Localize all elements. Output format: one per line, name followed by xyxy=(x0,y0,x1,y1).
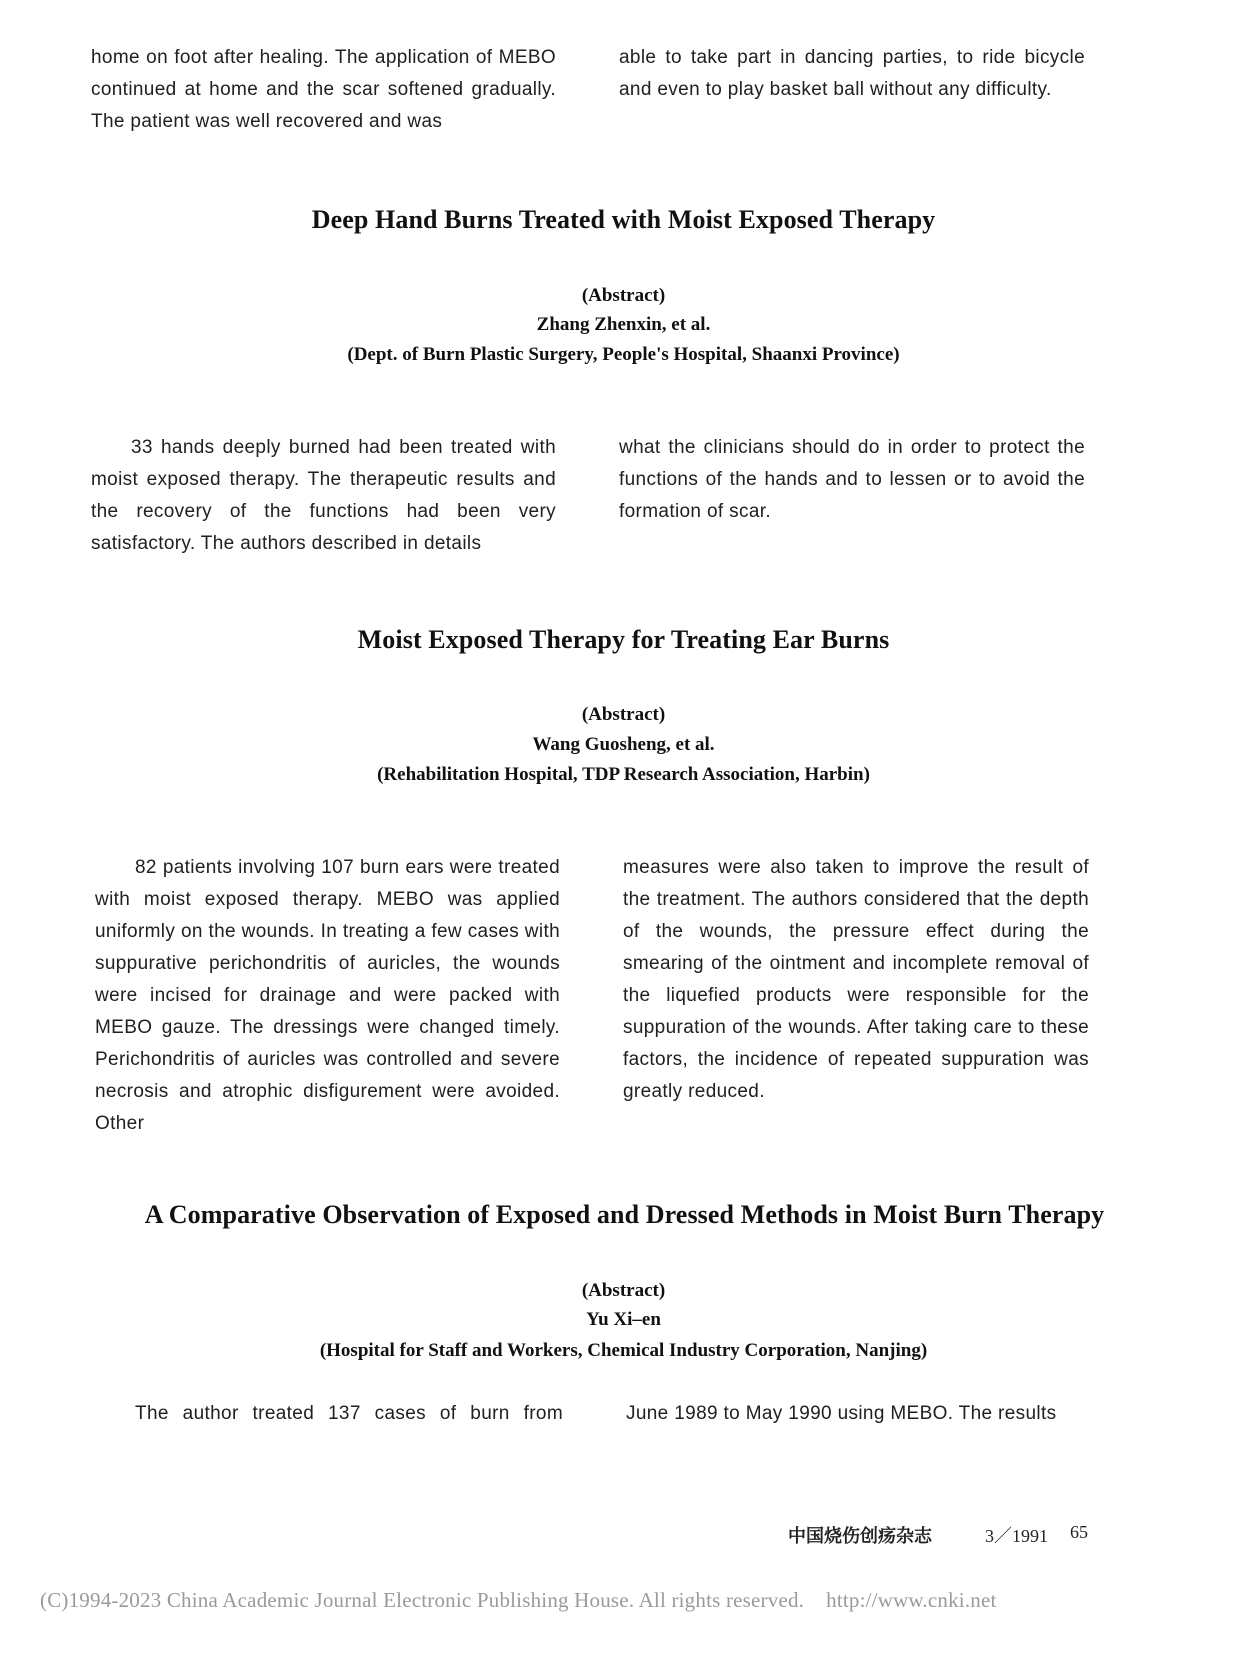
copyright-url[interactable]: http://www.cnki.net xyxy=(826,1588,997,1612)
copyright-text: (C)1994-2023 China Academic Journal Electronic Publishing House. All rights reserved. xyxy=(40,1588,805,1612)
author-line: Zhang Zhenxin, et al. xyxy=(536,314,711,335)
continued-text-left: home on foot after healing. The application of MEBO continued at home and the scar softened gradually. The patient was well recovered and was xyxy=(91,47,556,132)
abstract-body-left: 82 patients involving 107 burn ears were treated with moist exposed therapy. MEBO was applied uniformly on the wounds. In treating a few cases with suppurative perichondritis of auricles, the wounds were incised for drainage and were packed with MEBO gauze. The dressings were changed timely. Perichondritis of auricles was controlled and severe necrosis and atrophic disfigurement were avoided. Other xyxy=(95,857,560,1134)
affiliation-line: (Dept. of Burn Plastic Surgery, People's Hospital, Shaanxi Province) xyxy=(347,344,900,365)
journal-name: 中国烧伤创疡杂志 xyxy=(788,1526,932,1546)
page-number: 65 xyxy=(1070,1522,1088,1542)
abstract-body-left: 33 hands deeply burned had been treated with moist exposed therapy. The therapeutic results and the recovery of the functions had been very satisfactory. The authors described in details xyxy=(91,437,556,554)
author-line: Wang Guosheng, et al. xyxy=(532,734,715,755)
article-title: A Comparative Observation of Exposed and Dressed Methods in Moist Burn Therapy xyxy=(144,1200,1105,1229)
affiliation-line: (Rehabilitation Hospital, TDP Research Association, Harbin) xyxy=(377,764,870,785)
abstract-body-right: June 1989 to May 1990 using MEBO. The results xyxy=(626,1403,1057,1424)
abstract-label: (Abstract) xyxy=(581,1280,666,1301)
continued-text-right: able to take part in dancing parties, to ride bicycle and even to play basket ball without any difficulty. xyxy=(619,47,1085,100)
article-title: Moist Exposed Therapy for Treating Ear Burns xyxy=(357,625,890,654)
copyright-notice xyxy=(40,1588,997,1613)
abstract-body-right: what the clinicians should do in order to protect the functions of the hands and to lessen or to avoid the formation of scar. xyxy=(619,437,1085,522)
issue-number: 3／1991 xyxy=(985,1526,1048,1546)
abstract-label: (Abstract) xyxy=(581,285,666,306)
article-title: Deep Hand Burns Treated with Moist Exposed Therapy xyxy=(311,205,936,234)
abstract-body-right: measures were also taken to improve the result of the treatment. The authors considered that the depth of the wounds, the pressure effect during the smearing of the ointment and incomplete removal of the liquefied products were responsible for the suppuration of the wounds. After taking care to these factors, the incidence of repeated suppuration was greatly reduced. xyxy=(623,857,1089,1102)
affiliation-line: (Hospital for Staff and Workers, Chemical Industry Corporation, Nanjing) xyxy=(319,1340,928,1361)
abstract-body-left: The author treated 137 cases of burn from xyxy=(135,1403,563,1424)
author-line: Yu Xi–en xyxy=(586,1309,661,1330)
abstract-label: (Abstract) xyxy=(581,704,666,725)
